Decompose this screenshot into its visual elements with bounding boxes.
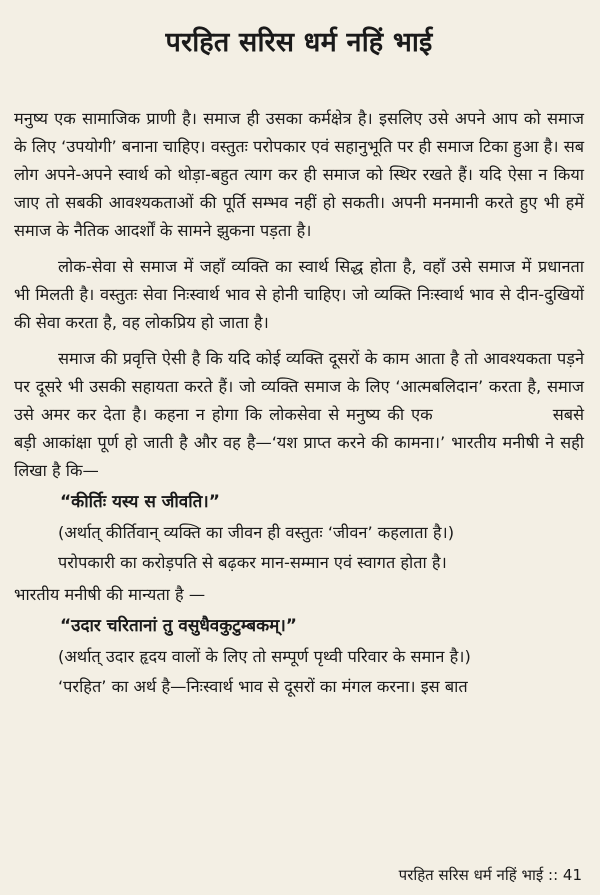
paragraph-3-part-1: समाज की प्रवृत्ति ऐसी है कि यदि कोई व्यक्ति दूसरों के काम आता है तो आवश्यकता पड़ने पर दूसरे भी उसकी सहायता करते हैं। जो व्यक्ति समाज के लिए ‘आत्मबलिदान’ करता है, समाज उसे अमर कर देता है। कहना न होगा कि लोकसेवा से मनुष्य की एक xyxy=(14,349,584,424)
sanskrit-quote-1: “कीर्तिः यस्य स जीवति।” xyxy=(60,492,220,512)
quote-2-explanation: (अर्थात् उदार हृदय वालों के लिए तो सम्पूर्ण पृथ्वी परिवार के समान है।) xyxy=(58,647,471,666)
paragraph-6: ‘परहित’ का अर्थ है—निःस्वार्थ भाव से दूसरों का मंगल करना। इस बात xyxy=(58,677,468,696)
paragraph-5: भारतीय मनीषी की मान्यता है — xyxy=(14,585,206,604)
paragraph-1: मनुष्य एक सामाजिक प्राणी है। समाज ही उसका कर्मक्षेत्र है। इसलिए उसे अपने आप को समाज के लिए ‘उपयोगी’ बनाना चाहिए। वस्तुतः परोपकार एवं सहानुभूति पर ही समाज टिका हुआ है। सब लोग अपने-अपने स्वार्थ को थोड़ा-बहुत त्याग कर ही समाज को स्थिर रखते हैं। यदि ऐसा न किया जाए तो सबकी आवश्यकताओं की पूर्ति सम्भव नहीं हो सकती। अपनी मनमानी करते हुए भी हमें समाज के नैतिक आदर्शों के सामने झुकना पड़ता है। xyxy=(14,109,584,240)
paragraph-3-part-2: सबसे बड़ी आकांक्षा पूर्ण हो जाती है और वह है—‘यश प्राप्त करने की कामना।’ भारतीय मनीषी ने सही लिखा है कि— xyxy=(14,405,584,480)
page-footer: परहित सरिस धर्म नहिं भाई :: 41 xyxy=(398,866,582,884)
paragraph-3 xyxy=(14,345,584,485)
page-title: परहित सरिस धर्म नहिं भाई xyxy=(165,27,433,58)
paragraph-2: लोक-सेवा से समाज में जहाँ व्यक्ति का स्वार्थ सिद्ध होता है, वहाँ उसे समाज में प्रधानता भी मिलती है। वस्तुतः सेवा निःस्वार्थ भाव से होनी चाहिए। जो व्यक्ति निःस्वार्थ भाव से दीन-दुखियों की सेवा करता है, वह लोकप्रिय हो जाता है। xyxy=(14,257,584,332)
quote-1-explanation: (अर्थात् कीर्तिवान् व्यक्ति का जीवन ही वस्तुतः ‘जीवन’ कहलाता है।) xyxy=(58,523,455,542)
paragraph-4: परोपकारी का करोड़पति से बढ़कर मान-सम्मान एवं स्वागत होता है। xyxy=(58,553,447,572)
sanskrit-quote-2: “उदार चरितानां तु वसुधैवकुटुम्बकम्।” xyxy=(60,616,297,636)
